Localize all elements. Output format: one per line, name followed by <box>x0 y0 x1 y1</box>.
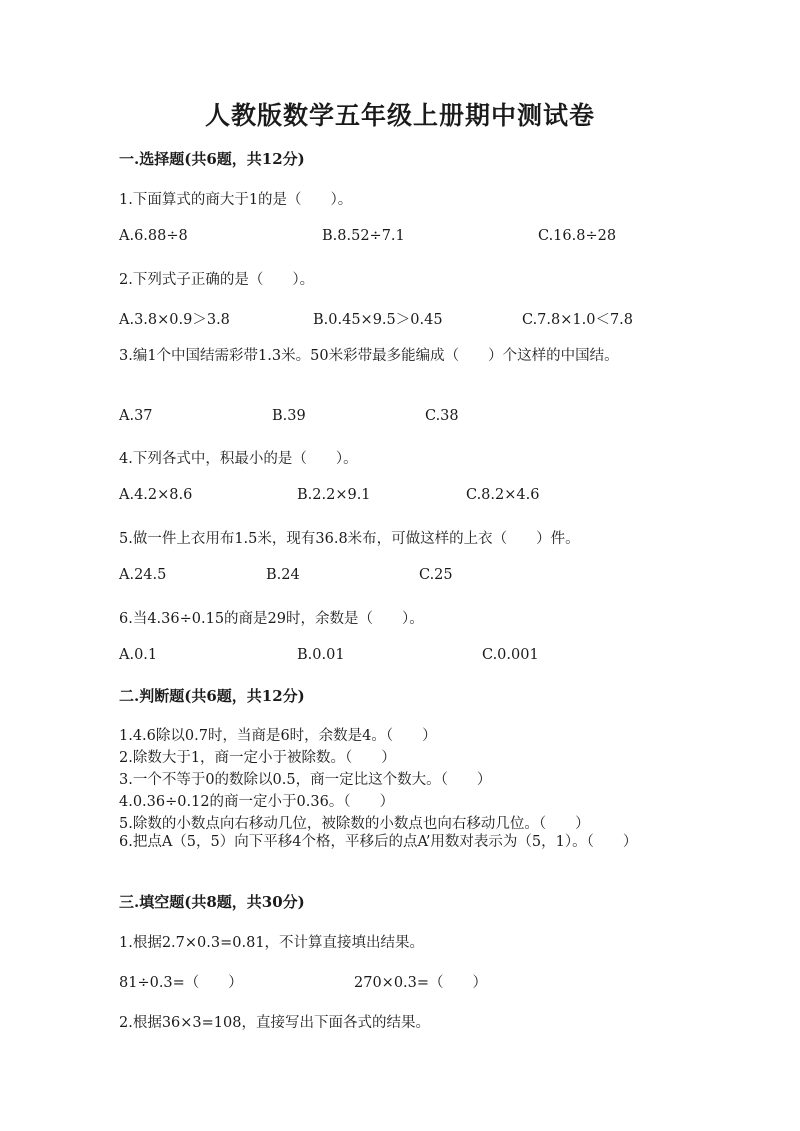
option-c: C.7.8×1.0＜7.8 <box>522 312 634 328</box>
option-a: A.3.8×0.9＞3.8 <box>119 312 230 328</box>
option-b: B.24 <box>266 567 300 583</box>
fill-blank: 270×0.3=（ ） <box>354 975 488 991</box>
option-b: B.8.52÷7.1 <box>322 228 405 244</box>
option-c: C.0.001 <box>482 647 539 663</box>
option-c: C.16.8÷28 <box>538 228 617 244</box>
option-b: B.0.45×9.5＞0.45 <box>313 312 443 328</box>
option-a: A.24.5 <box>119 567 167 583</box>
question-text: 3.编1个中国结需彩带1.3米。50米彩带最多能编成（ ）个这样的中国结。 <box>119 348 619 364</box>
question-text: 2.下列式子正确的是（ ）。 <box>119 272 315 288</box>
option-b: B.0.01 <box>297 647 345 663</box>
section-heading-fill: 三.填空题(共8题，共30分) <box>119 893 305 911</box>
option-a: A.0.1 <box>119 647 158 663</box>
option-a: A.6.88÷8 <box>119 228 188 244</box>
option-c: C.38 <box>425 408 459 424</box>
statement-text: 1.4.6除以0.7时，当商是6时，余数是4。（ ） <box>119 728 437 744</box>
page-title: 人教版数学五年级上册期中测试卷 <box>204 101 595 130</box>
question-text: 6.当4.36÷0.15的商是29时，余数是（ ）。 <box>119 611 424 627</box>
option-b: B.2.2×9.1 <box>297 487 371 503</box>
question-text: 1.根据2.7×0.3=0.81，不计算直接填出结果。 <box>119 935 425 951</box>
option-c: C.25 <box>419 567 453 583</box>
statement-text: 4.0.36÷0.12的商一定小于0.36。（ ） <box>119 794 395 810</box>
question-text: 1.下面算式的商大于1的是（ ）。 <box>119 192 353 208</box>
option-b: B.39 <box>272 408 306 424</box>
statement-text: 3.一个不等于0的数除以0.5，商一定比这个数大。（ ） <box>119 772 492 788</box>
statement-text: 6.把点A（5，5）向下平移4个格，平移后的点A’用数对表示为（5，1）。（ ） <box>119 834 638 850</box>
question-text: 2.根据36×3=108，直接写出下面各式的结果。 <box>119 1015 430 1031</box>
option-a: A.37 <box>119 408 153 424</box>
fill-blank: 81÷0.3=（ ） <box>119 975 243 991</box>
section-heading-choice: 一.选择题(共6题，共12分) <box>119 150 305 168</box>
option-c: C.8.2×4.6 <box>466 487 540 503</box>
question-text: 4.下列各式中，积最小的是（ ）。 <box>119 451 358 467</box>
option-a: A.4.2×8.6 <box>119 487 193 503</box>
statement-text: 5.除数的小数点向右移动几位，被除数的小数点也向右移动几位。（ ） <box>119 816 590 832</box>
section-heading-judgment: 二.判断题(共6题，共12分) <box>119 687 305 705</box>
statement-text: 2.除数大于1，商一定小于被除数。（ ） <box>119 750 396 766</box>
question-text: 5.做一件上衣用布1.5米，现有36.8米布，可做这样的上衣（ ）件。 <box>119 531 580 547</box>
